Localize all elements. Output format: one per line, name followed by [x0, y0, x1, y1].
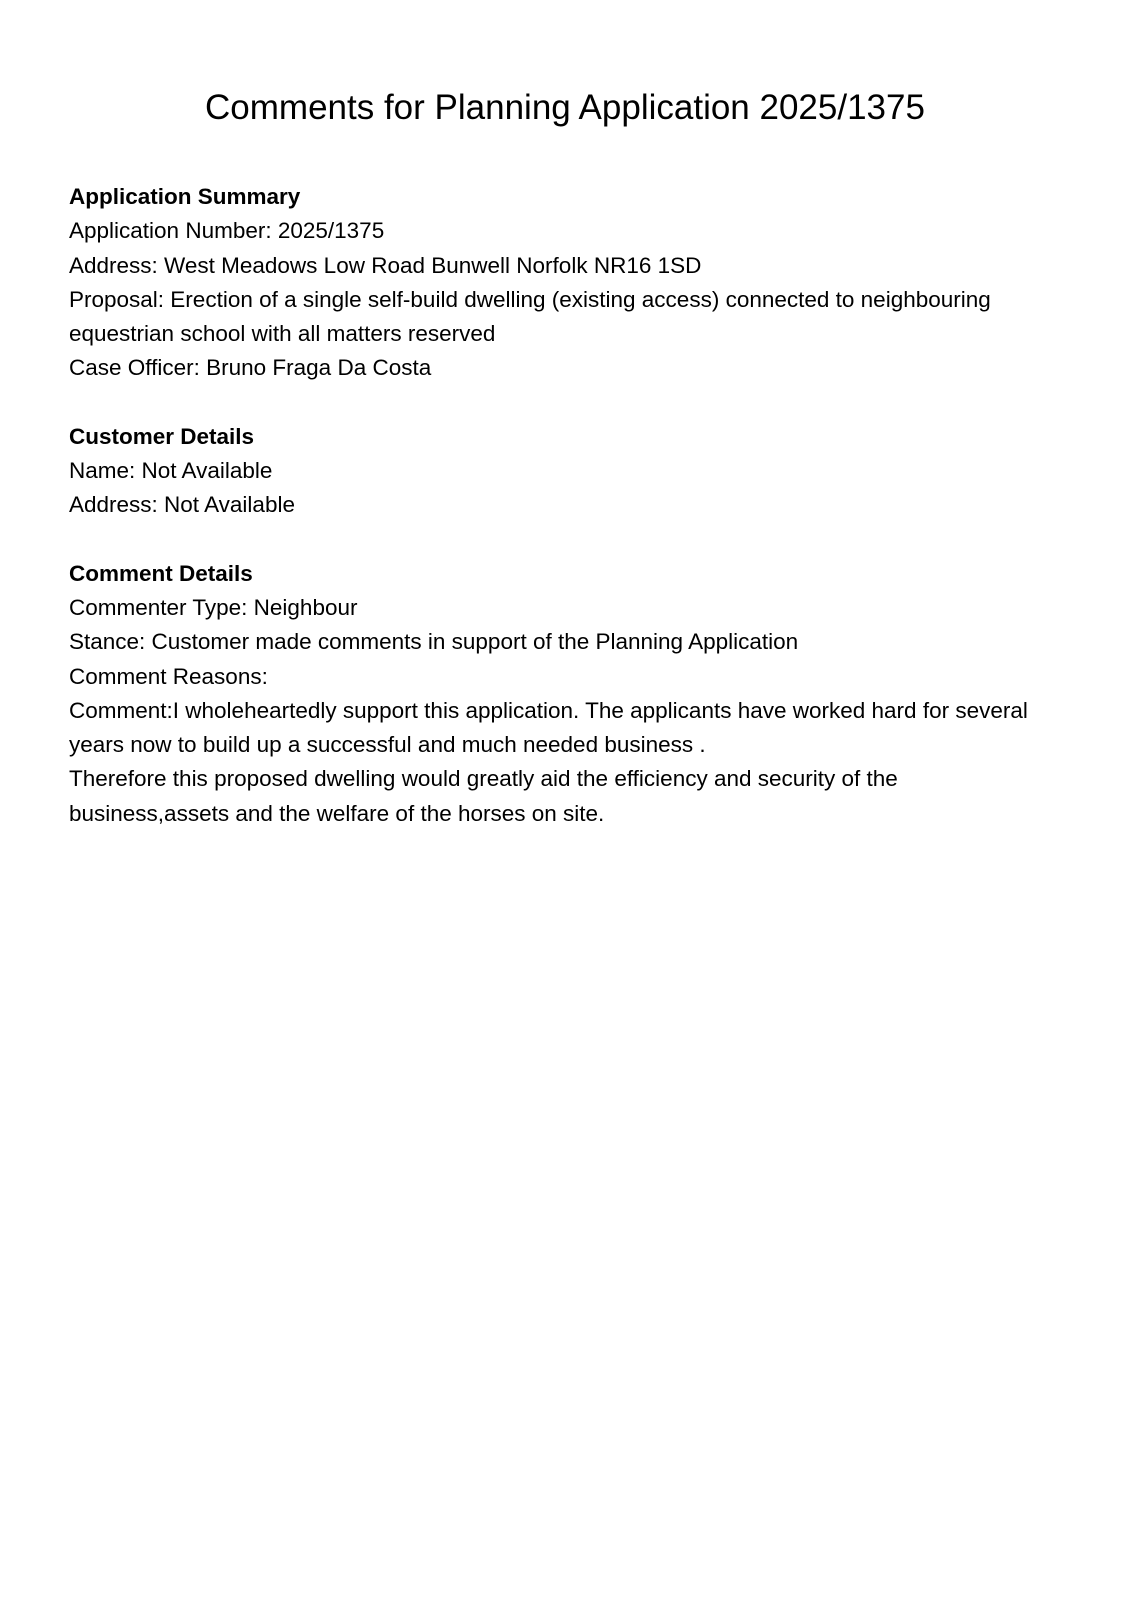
customer-name: Name: Not Available [69, 458, 273, 484]
comment-line-1: Comment:I wholeheartedly support this application. The applicants have worked hard for several [69, 697, 1028, 723]
stance: Stance: Customer made comments in support of the Planning Application [69, 629, 799, 655]
case-officer: Case Officer: Bruno Fraga Da Costa [69, 355, 432, 381]
application-address: Address: West Meadows Low Road Bunwell Norfolk NR16 1SD [69, 252, 702, 278]
document-body [69, 180, 1069, 865]
customer-address: Address: Not Available [69, 492, 295, 518]
commenter-type: Commenter Type: Neighbour [69, 594, 358, 620]
application-number: Application Number: 2025/1375 [69, 218, 385, 244]
application-summary-section [69, 180, 1069, 386]
comment-details-heading: Comment Details [69, 560, 253, 586]
comment-details-section [69, 557, 1069, 831]
page-title: Comments for Planning Application 2025/1375 [205, 88, 925, 127]
customer-details-section [69, 420, 1069, 523]
comment-reasons: Comment Reasons: [69, 663, 268, 689]
customer-details-heading: Customer Details [69, 423, 255, 449]
comment-line-2: years now to build up a successful and much needed business . [69, 732, 706, 758]
proposal-line-2: equestrian school with all matters reserved [69, 321, 496, 347]
application-summary-heading: Application Summary [69, 184, 301, 209]
proposal-line-1: Proposal: Erection of a single self-build dwelling (existing access) connected to neighbouring [69, 286, 991, 312]
comment-line-3: Therefore this proposed dwelling would greatly aid the efficiency and security of the [69, 766, 898, 792]
comment-line-4: business,assets and the welfare of the horses on site. [69, 800, 605, 826]
